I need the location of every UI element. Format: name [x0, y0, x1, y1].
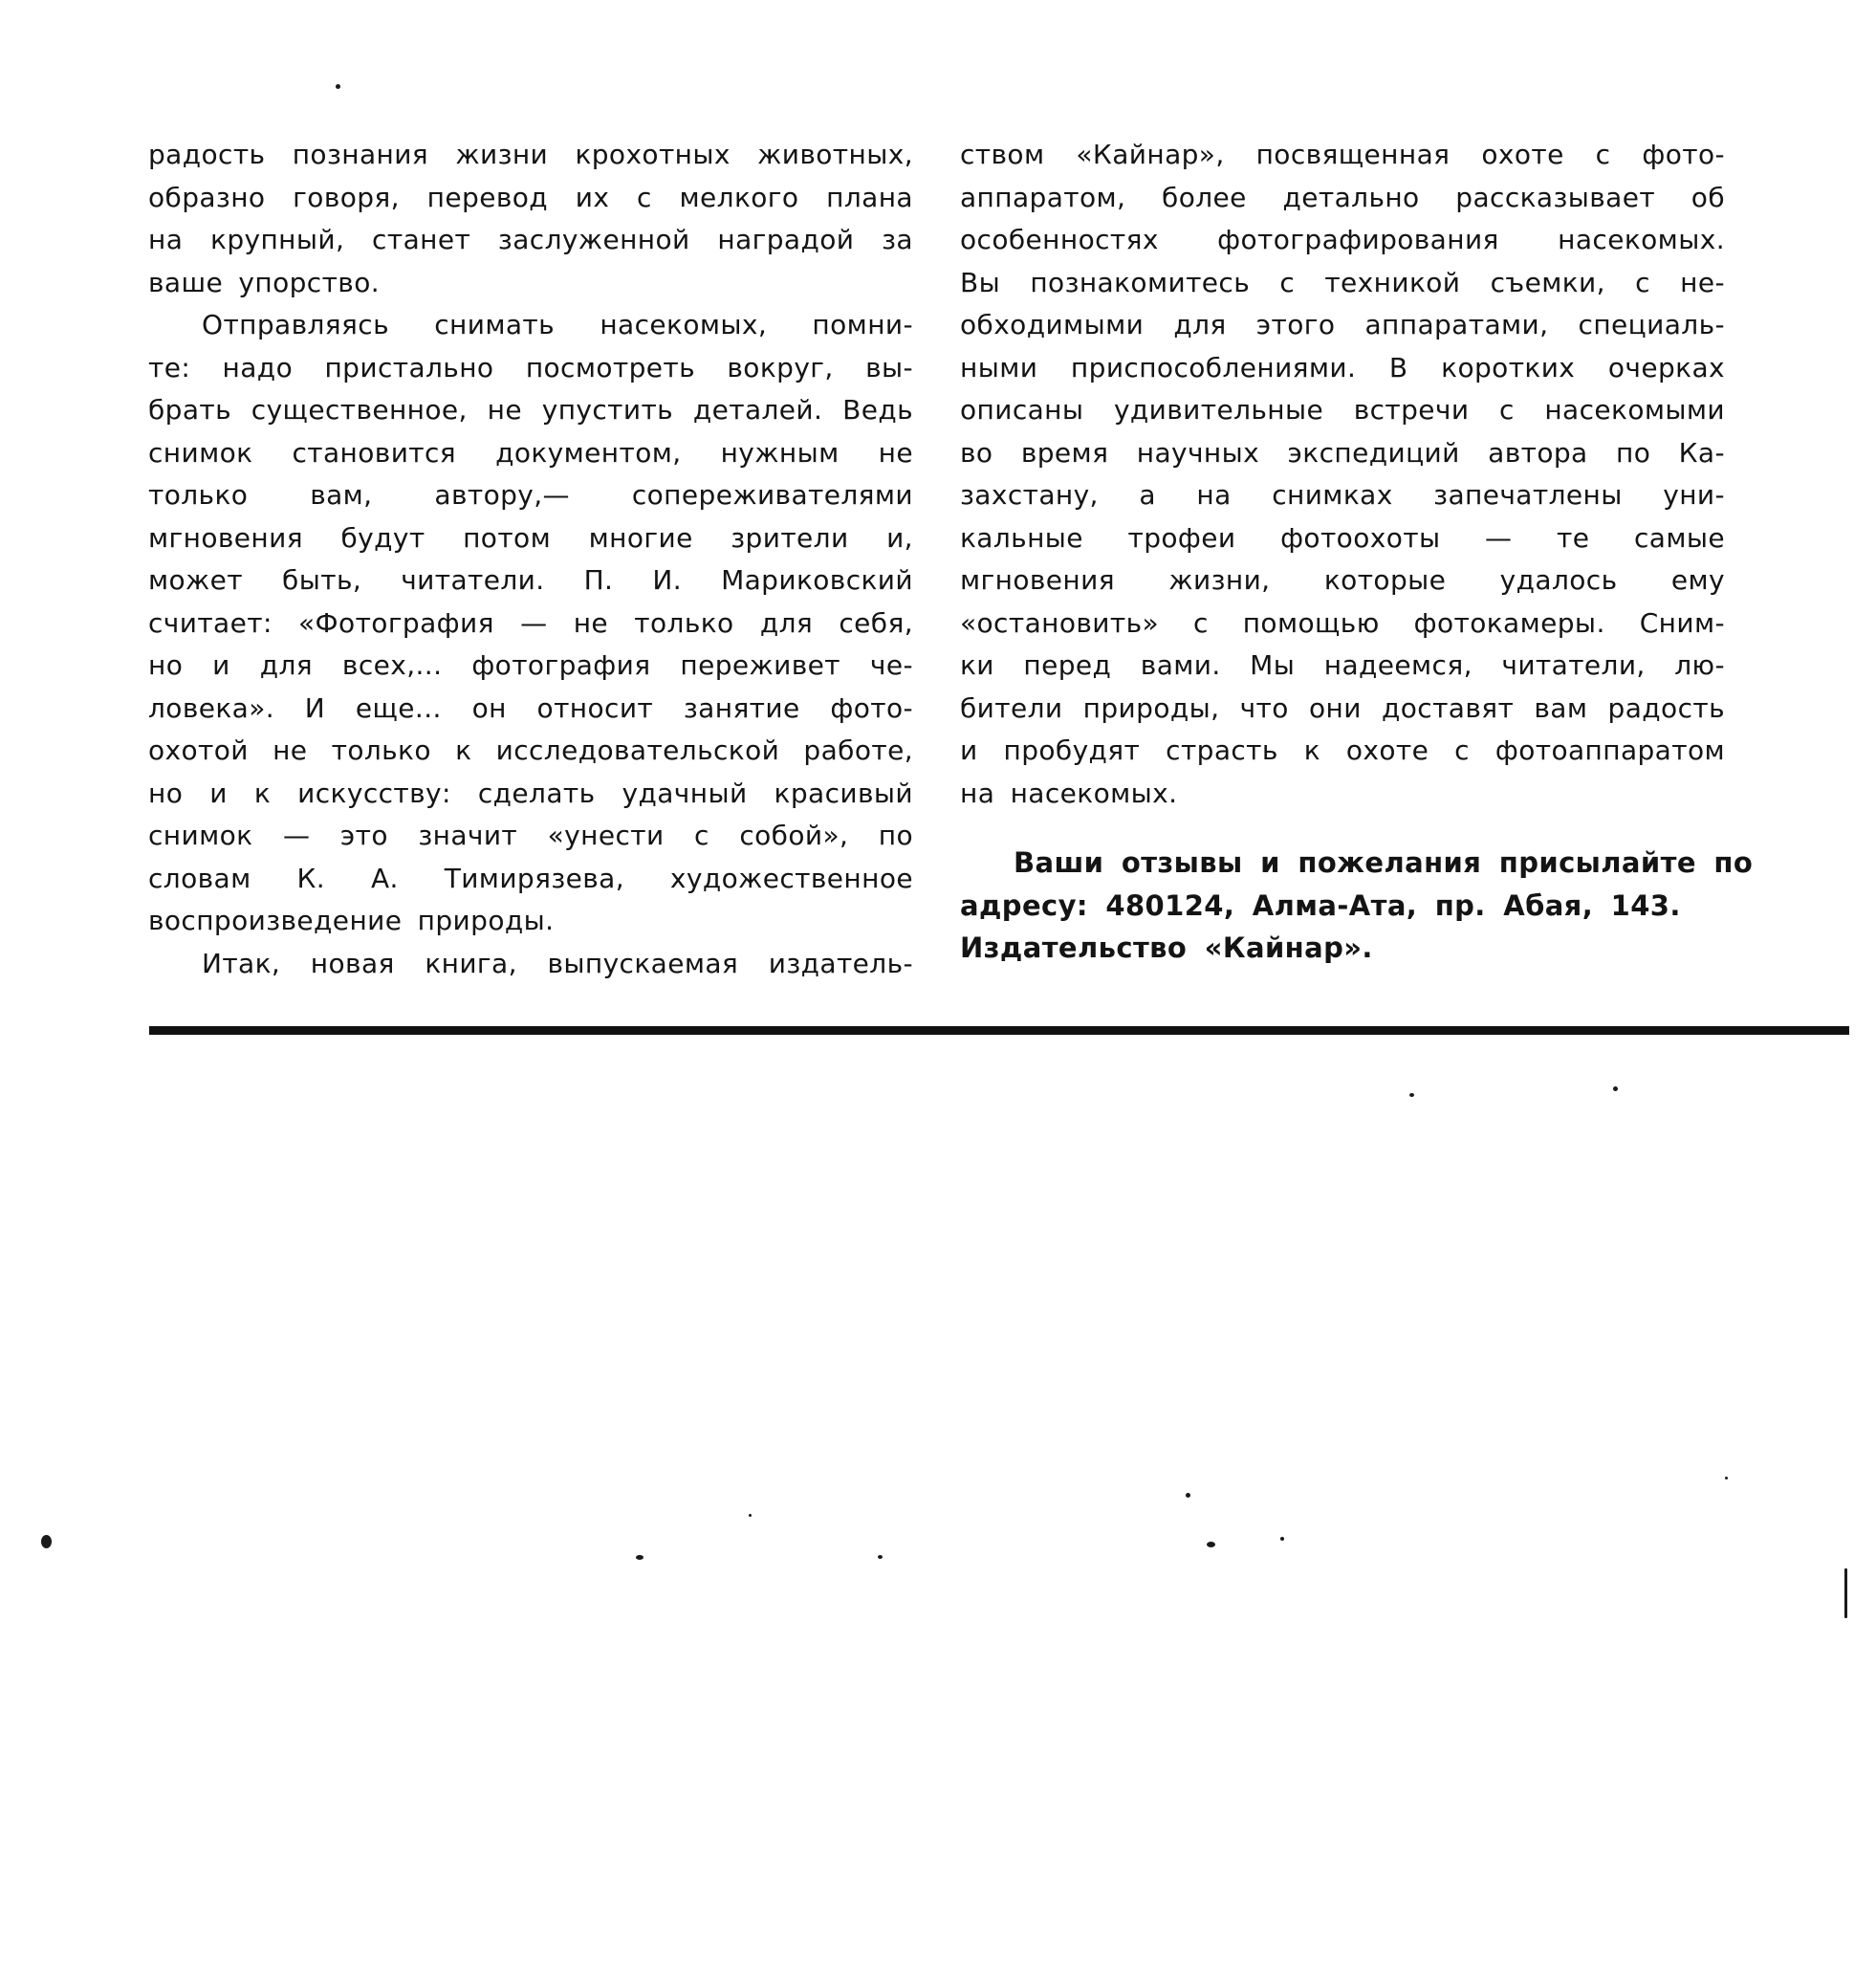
text-line: словам К. А. Тимирязева, художественное — [148, 862, 913, 894]
text-line: кальные трофеи фотоохоты — те самые — [960, 521, 1725, 554]
text-line: мгновения будут потом многие зрители и, — [148, 521, 913, 554]
text-line: брать существенное, не упустить деталей. Ведь — [148, 394, 913, 426]
text-line: Итак, новая книга, выпускаемая издатель- — [202, 947, 913, 979]
scan-speck — [878, 1555, 883, 1559]
text-line: во время научных экспедиций автора по Ка- — [960, 436, 1725, 469]
text-line: снимок становится документом, нужным не — [148, 436, 913, 469]
text-line: но и к искусству: сделать удачный красивый — [148, 777, 913, 809]
text-line: Отправляясь снимать насекомых, помни- — [202, 309, 913, 340]
text-line: только вам, автору,— сопереживателями — [148, 479, 913, 511]
notice-line: Издательство «Кайнар». — [960, 931, 1373, 964]
feedback-notice — [960, 842, 1754, 970]
scan-speck — [1280, 1537, 1284, 1541]
left-text-column — [148, 134, 913, 985]
text-line: ством «Кайнар», посвященная охоте с фото- — [960, 139, 1725, 170]
text-line: особенностях фотографирования насекомых. — [960, 224, 1725, 255]
scan-speck — [1725, 1477, 1728, 1479]
text-line: считает: «Фотография — не только для себя, — [148, 606, 913, 639]
text-line: ваше упорство. — [148, 266, 381, 298]
text-line: может быть, читатели. П. И. Мариковский — [148, 564, 913, 596]
text-line: обходимыми для этого аппаратами, специаль- — [960, 309, 1725, 340]
scan-speck — [749, 1514, 752, 1517]
text-line: захстану, а на снимках запечатлены уни- — [960, 479, 1725, 511]
text-line: на насекомых. — [960, 777, 1178, 809]
scan-speck — [1613, 1086, 1618, 1091]
text-line: «остановить» с помощью фотокамеры. Сним- — [960, 606, 1725, 639]
text-line: образно говоря, перевод их с мелкого плана — [148, 181, 913, 213]
text-line: те: надо пристально посмотреть вокруг, вы- — [148, 351, 913, 383]
text-line: ными приспособлениями. В коротких очерках — [960, 351, 1725, 383]
text-line: снимок — это значит «унести с собой», по — [148, 820, 913, 851]
text-line: охотой не только к исследовательской работе, — [148, 734, 913, 766]
text-line: аппаратом, более детально рассказывает об — [960, 181, 1725, 213]
scan-speck — [1409, 1093, 1414, 1097]
text-line: Вы познакомитесь с техникой съемки, с не- — [960, 266, 1725, 298]
text-line: бители природы, что они доставят вам радость — [960, 691, 1725, 724]
paragraph-gap — [960, 815, 1725, 842]
right-text-column — [960, 134, 1754, 970]
text-line: мгновения жизни, которые удалось ему — [960, 564, 1725, 596]
text-line: ловека». И еще... он относит занятие фото- — [148, 691, 913, 724]
notice-line: Ваши отзывы и пожелания присылайте по — [1014, 846, 1754, 879]
text-line: воспроизведение природы. — [148, 905, 555, 936]
notice-line: адресу: 480124, Алма-Ата, пр. Абая, 143. — [960, 888, 1681, 922]
horizontal-rule — [149, 1026, 1849, 1035]
text-line: и пробудят страсть к охоте с фотоаппаратом — [960, 734, 1725, 766]
text-line: описаны удивительные встречи с насекомыми — [960, 394, 1725, 426]
text-line: радость познания жизни крохотных животных, — [148, 139, 913, 170]
scan-speck — [636, 1555, 644, 1560]
text-line: на крупный, станет заслуженной наградой за — [148, 224, 913, 255]
scan-speck — [336, 84, 340, 89]
scan-speck — [1844, 1568, 1847, 1618]
text-line: но и для всех,... фотография переживет че- — [148, 649, 913, 681]
scan-speck — [41, 1535, 52, 1548]
scan-speck — [1207, 1542, 1215, 1547]
scan-speck — [1186, 1493, 1190, 1498]
text-line: ки перед вами. Мы надеемся, читатели, лю- — [960, 649, 1725, 681]
